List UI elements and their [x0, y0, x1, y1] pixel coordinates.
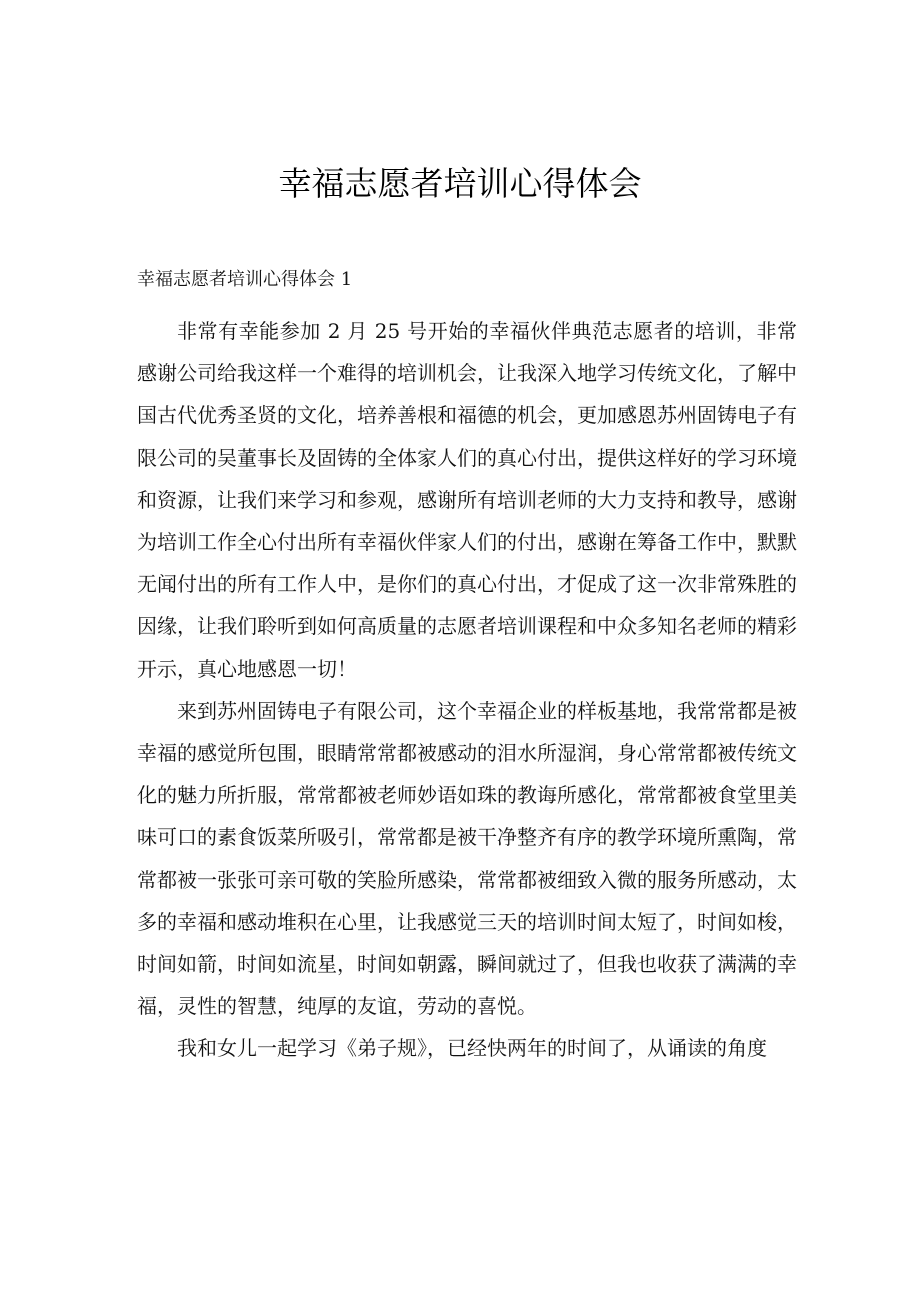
paragraph-3: 我和女儿一起学习《弟子规》，已经快两年的时间了，从诵读的角度 [177, 1036, 767, 1061]
paragraph-2: 来到苏州固铸电子有限公司，这个幸福企业的样板基地，我常常都是被幸福的感觉所包围，眼睛常常都被感动的泪水所湿润，身心常常都被传统文化的魅力所折服，常常都被老师妙语如珠的教诲所感化，常常都被食堂里美味可口的素食饭菜所吸引，常常都是被干净整齐有序的教学环境所熏陶，常常都被一张张可亲可敬的笑脸所感染，常常都被细致入微的服务所感动，太多的幸福和感动堆积在心里，让我感觉三天的培训时间太短了，时间如梭，时间如箭，时间如流星，时间如朝露，瞬间就过了，但我也收获了满满的幸福，灵性的智慧，纯厚的友谊，劳动的喜悦。 [137, 698, 797, 1019]
section-heading: 幸福志愿者培训心得体会 1 [137, 269, 353, 290]
document-body [137, 310, 797, 1070]
paragraph-1: 非常有幸能参加 2 月 25 号开始的幸福伙伴典范志愿者的培训，非常感谢公司给我这样一个难得的培训机会，让我深入地学习传统文化，了解中国古代优秀圣贤的文化，培养善根和福德的机会，更加感恩苏州固铸电子有限公司的吴董事长及固铸的全体家人们的真心付出，提供这样好的学习环境和资源，让我们来学习和参观，感谢所有培训老师的大力支持和教导，感谢为培训工作全心付出所有幸福伙伴家人们的付出，感谢在筹备工作中，默默无闻付出的所有工作人中，是你们的真心付出，才促成了这一次非常殊胜的因缘，让我们聆听到如何高质量的志愿者培训课程和中众多知名老师的精彩开示，真心地感恩一切！ [137, 319, 797, 681]
document-title: 幸福志愿者培训心得体会 [278, 164, 642, 203]
